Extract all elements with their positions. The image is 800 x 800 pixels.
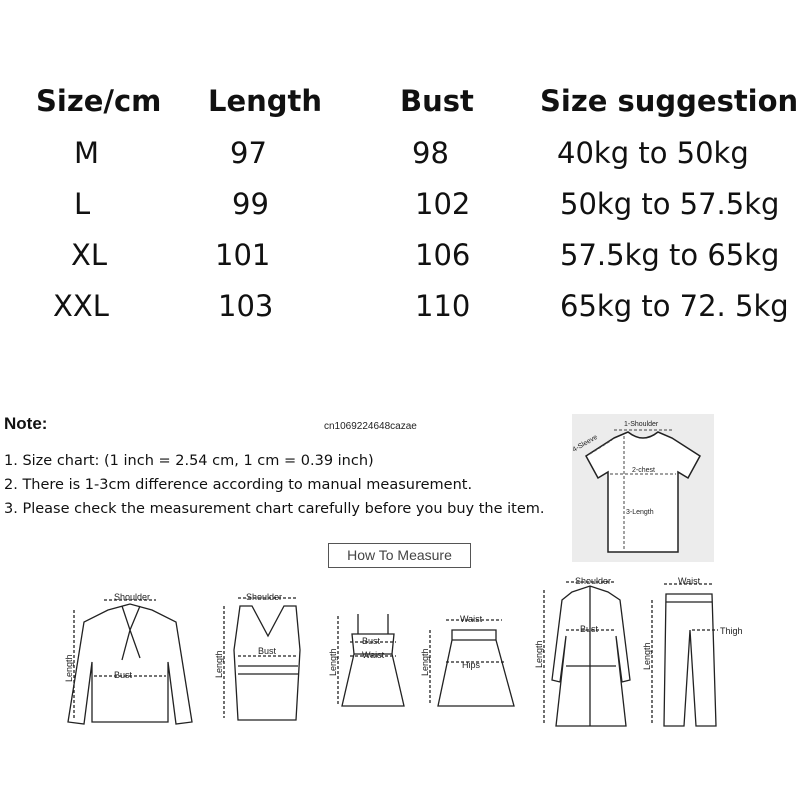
size-cell: L [74,187,91,221]
how-to-measure-label: How To Measure [328,543,471,568]
note-line: 3. Please check the measurement chart carefully before you buy the item. [4,501,545,517]
note-line: 1. Size chart: (1 inch = 2.54 cm, 1 cm = 0.39 inch) [4,453,374,469]
blouse-length-label: Length [64,654,74,682]
coat-diagram [534,576,630,726]
tshirt-shoulder-label: 1-Shoulder [624,421,659,428]
header-size-suggestion: Size suggestion [540,84,799,118]
note-line: 2. There is 1-3cm difference according to manual measurement. [4,477,473,493]
tshirt-chest-label: 2-chest [632,467,655,474]
skirt-length-label: Length [420,648,430,676]
header-bust: Bust [400,84,474,118]
suggestion-cell: 65kg to 72. 5kg [560,289,789,323]
tank-bust-label: Bust [258,646,277,656]
pants-length-label: Length [642,642,652,670]
blouse-diagram [64,592,192,724]
bust-cell: 98 [412,136,449,170]
dress-length-label: Length [328,648,338,676]
tank-length-label: Length [214,650,224,678]
size-cell: M [74,136,100,170]
pants-diagram [642,576,743,726]
dress-diagram [328,614,404,706]
length-cell: 101 [215,238,271,272]
tshirt-sleeve-label: 4-Sleeve [572,433,599,454]
dress-waist-label: Waist [362,650,385,660]
blouse-shoulder-label: Shoulder [114,592,151,602]
tank-shoulder-label: Shoulder [246,592,283,602]
tshirt-length-label: 3-Length [626,509,654,516]
suggestion-cell: 57.5kg to 65kg [560,238,780,272]
coat-shoulder-label: Shoulder [575,576,612,586]
skirt-diagram [420,614,514,706]
blouse-bust-label: Bust [114,670,133,680]
size-table [0,0,800,340]
length-cell: 99 [232,187,269,221]
skirt-waist-label: Waist [460,614,483,624]
length-cell: 103 [218,289,274,323]
pants-waist-label: Waist [678,576,701,586]
suggestion-cell: 40kg to 50kg [557,136,749,170]
coat-bust-label: Bust [580,624,599,634]
header-size: Size/cm [36,84,162,118]
garment-diagrams [0,570,800,745]
coat-length-label: Length [534,640,544,668]
size-cell: XL [71,238,108,272]
header-length: Length [208,84,323,118]
length-cell: 97 [230,136,267,170]
pants-thigh-label: Thigh [720,626,743,636]
product-code: cn1069224648cazae [324,421,417,432]
tshirt-diagram [572,414,714,562]
size-cell: XXL [53,289,109,323]
bust-cell: 110 [415,289,471,323]
tank-diagram [214,592,300,720]
dress-bust-label: Bust [362,636,381,646]
bust-cell: 102 [415,187,471,221]
skirt-hips-label: Hips [462,660,481,670]
suggestion-cell: 50kg to 57.5kg [560,187,780,221]
bust-cell: 106 [415,238,471,272]
note-title: Note: [4,414,48,433]
tshirt-icon [572,414,714,562]
